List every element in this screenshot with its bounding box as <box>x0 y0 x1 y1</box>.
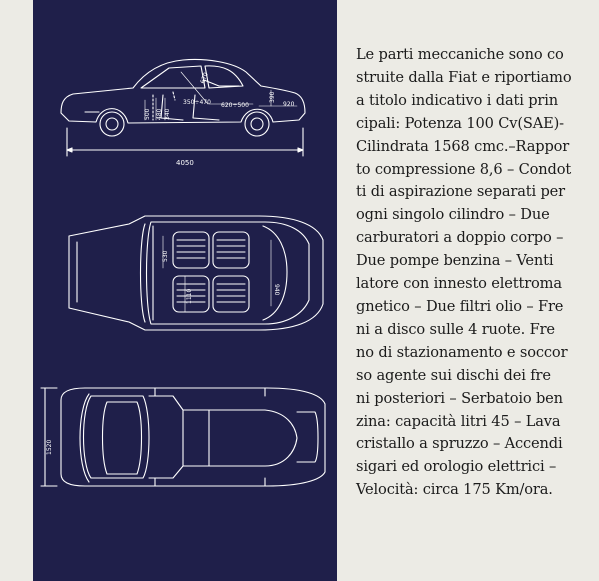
text-line: cipali: Potenza 100 Cv(SAE)- <box>356 114 564 132</box>
text-line: struite dalla Fiat e riportiamo <box>356 68 572 86</box>
dim-roof: 670 <box>199 71 210 85</box>
dim-front-seat-width: 530 <box>162 250 169 262</box>
dim-cabin-length: 350÷470 <box>183 99 211 106</box>
text-line: so agente sui dischi dei fre <box>356 366 551 384</box>
text-line: Velocità: circa 175 Km/ora. <box>356 481 553 499</box>
dim-cabin-width: 940 <box>273 284 280 296</box>
text-line: cristallo a spruzzo – Accendi <box>356 435 563 453</box>
dim-seat-depth-b: 340 <box>164 108 171 120</box>
text-line: ni posteriori – Serbatoio ben <box>356 389 563 407</box>
top-view-interior <box>69 216 323 330</box>
blueprint-panel <box>33 0 337 581</box>
dim-trunk: 920 <box>283 101 295 108</box>
text-line: Cilindrata 1568 cmc.–Rappor <box>356 137 570 155</box>
dim-rear-height: 390 <box>269 91 276 103</box>
top-view-exterior <box>41 388 325 486</box>
text-line: Le parti meccaniche sono co <box>356 46 564 63</box>
text-line: to compressione 8,6 – Condot <box>356 160 572 178</box>
text-line: ogni singolo cilindro – Due <box>356 206 550 224</box>
dim-overall-width: 1520 <box>46 439 53 455</box>
side-view-car <box>61 60 305 157</box>
text-line: ni a disco sulle 4 ruote. Fre <box>356 320 555 338</box>
text-line: a titolo indicativo i dati prin <box>356 91 559 109</box>
text-line: latore con innesto elettroma <box>356 275 562 293</box>
dimension-labels <box>46 71 295 455</box>
text-line: ti di aspirazione separati per <box>356 183 565 201</box>
specifications-text <box>356 44 592 502</box>
text-line: sigari ed orologio elettrici – <box>356 458 557 476</box>
text-line: carburatori a doppio corpo – <box>356 229 564 247</box>
blueprint-drawing <box>33 0 337 581</box>
text-line: zina: capacità litri 45 – Lava <box>356 412 561 430</box>
dim-seat-depth-a: 500 <box>144 108 151 120</box>
text-line: Due pompe benzina – Venti <box>356 252 554 270</box>
dim-seat-height: 480 <box>156 108 163 120</box>
dim-overall-length: 4050 <box>176 159 194 167</box>
dim-pedal-to-seat: 620÷500 <box>221 102 249 109</box>
dim-rear-seat-width: 1110 <box>186 288 193 304</box>
text-line: gnetico – Due filtri olio – Fre <box>356 297 564 315</box>
text-line: no di stazionamento e soccor <box>356 343 568 361</box>
